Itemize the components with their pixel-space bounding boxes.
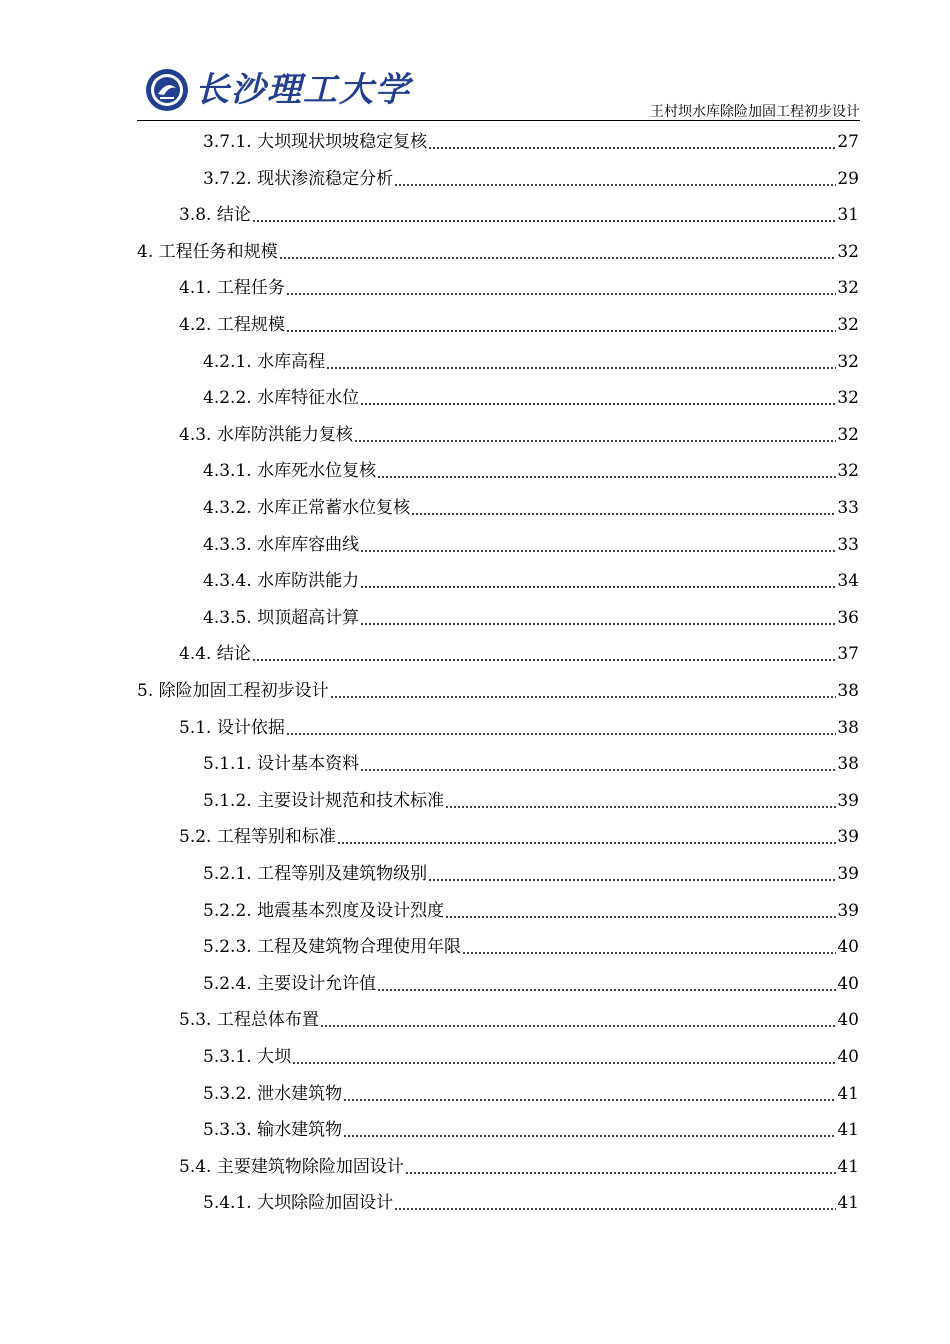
toc-page-number: 40	[837, 1010, 859, 1031]
toc-dot-leader	[360, 586, 836, 588]
toc-page-number: 32	[837, 388, 859, 409]
toc-dot-leader	[405, 1172, 837, 1174]
toc-dot-leader	[360, 403, 836, 405]
toc-dot-leader	[286, 733, 837, 735]
toc-dot-leader	[320, 1025, 837, 1027]
university-logo-text: 长沙理工大学	[195, 70, 411, 110]
toc-entry-label: 5.2.2. 地震基本烈度及设计烈度	[203, 900, 445, 921]
toc-entry[interactable]	[179, 710, 859, 746]
toc-entry-label: 5.1.2. 主要设计规范和技术标准	[203, 790, 445, 811]
toc-entry[interactable]	[203, 527, 859, 563]
toc-entry-label: 5.3.2. 泄水建筑物	[203, 1083, 343, 1104]
toc-entry[interactable]	[203, 161, 859, 197]
toc-entry[interactable]	[179, 636, 859, 672]
toc-entry[interactable]	[203, 893, 859, 929]
toc-entry[interactable]	[203, 783, 859, 819]
toc-entry[interactable]	[203, 1185, 859, 1221]
toc-page-number: 32	[837, 278, 859, 299]
toc-entry-label: 4.3.5. 坝顶超高计算	[203, 607, 360, 628]
toc-entry[interactable]	[137, 234, 859, 270]
toc-entry[interactable]	[179, 197, 859, 233]
toc-page-number: 38	[837, 717, 859, 738]
toc-entry-label: 4.4. 结论	[179, 644, 251, 665]
toc-entry[interactable]	[179, 1002, 859, 1038]
toc-page-number: 37	[837, 644, 859, 665]
toc-dot-leader	[360, 550, 836, 552]
toc-entry-label: 4.3.2. 水库正常蓄水位复核	[203, 498, 411, 518]
toc-entry-label: 5. 除险加固工程初步设计	[137, 681, 329, 701]
toc-page-number: 40	[837, 973, 859, 994]
toc-entry[interactable]	[203, 380, 859, 416]
toc-entry-label: 5.3.3. 输水建筑物	[203, 1120, 343, 1141]
toc-entry[interactable]	[203, 600, 859, 636]
toc-entry[interactable]	[179, 307, 859, 343]
toc-page-number: 31	[837, 205, 859, 226]
toc-entry-label: 4.2.2. 水库特征水位	[203, 388, 360, 409]
toc-dot-leader	[411, 513, 836, 515]
toc-entry-label: 3.7.2. 现状渗流稳定分析	[203, 168, 394, 189]
toc-entry-label: 5.1. 设计依据	[179, 717, 285, 738]
toc-page-number: 33	[837, 534, 859, 555]
toc-entry[interactable]	[203, 966, 859, 1002]
toc-entry[interactable]	[203, 344, 859, 380]
toc-entry[interactable]	[203, 563, 859, 599]
toc-dot-leader	[279, 257, 837, 259]
toc-entry[interactable]	[203, 1112, 859, 1148]
toc-page-number: 32	[837, 315, 859, 335]
toc-dot-leader	[394, 1208, 836, 1210]
toc-entry[interactable]	[203, 490, 859, 526]
toc-page-number: 32	[837, 424, 859, 445]
toc-entry-label: 5.2.3. 工程及建筑物合理使用年限	[203, 937, 462, 958]
toc-entry-label: 5.2.1. 工程等别及建筑物级别	[203, 864, 428, 884]
toc-dot-leader	[377, 476, 836, 478]
toc-entry[interactable]	[137, 673, 859, 709]
toc-dot-leader	[445, 806, 836, 808]
page-header	[137, 62, 860, 122]
toc-dot-leader	[360, 769, 836, 771]
toc-page-number: 34	[837, 571, 859, 592]
toc-dot-leader	[462, 952, 836, 954]
toc-entry[interactable]	[203, 124, 859, 160]
toc-entry-label: 4. 工程任务和规模	[137, 241, 278, 262]
toc-page-number: 41	[837, 1083, 859, 1104]
university-emblem-icon	[145, 68, 189, 112]
toc-page-number: 39	[837, 900, 859, 921]
toc-entry-label: 4.3. 水库防洪能力复核	[179, 424, 353, 445]
toc-dot-leader	[354, 440, 837, 442]
toc-page-number: 41	[837, 1156, 859, 1177]
toc-entry[interactable]	[203, 1039, 859, 1075]
toc-entry-label: 5.1.1. 设计基本资料	[203, 754, 360, 775]
toc-entry-label: 5.3. 工程总体布置	[179, 1010, 319, 1031]
toc-dot-leader	[445, 916, 836, 918]
toc-page-number: 27	[837, 132, 859, 152]
header-divider	[137, 120, 860, 121]
toc-entry-label: 4.3.1. 水库死水位复核	[203, 461, 377, 482]
toc-dot-leader	[252, 659, 837, 661]
toc-page-number: 32	[837, 461, 859, 482]
document-title: 王村坝水库除险加固工程初步设计	[650, 104, 860, 120]
toc-entry-label: 5.4.1. 大坝除险加固设计	[203, 1193, 394, 1214]
toc-page-number: 32	[837, 241, 859, 262]
toc-dot-leader	[377, 989, 836, 991]
toc-page-number: 39	[837, 864, 859, 884]
toc-dot-leader	[252, 220, 837, 222]
toc-page-number: 36	[837, 607, 859, 628]
toc-dot-leader	[337, 842, 837, 844]
toc-dot-leader	[326, 367, 836, 369]
toc-entry[interactable]	[179, 1149, 859, 1185]
toc-entry-label: 3.8. 结论	[179, 205, 251, 226]
toc-entry-label: 4.2. 工程规模	[179, 315, 285, 335]
toc-entry[interactable]	[203, 1076, 859, 1112]
toc-entry-label: 4.3.3. 水库库容曲线	[203, 534, 360, 555]
toc-page-number: 32	[837, 351, 859, 372]
toc-page-number: 39	[837, 790, 859, 811]
toc-dot-leader	[292, 1062, 836, 1064]
toc-entry[interactable]	[203, 856, 859, 892]
toc-entry[interactable]	[203, 746, 859, 782]
toc-page-number: 40	[837, 1047, 859, 1067]
toc-dot-leader	[330, 696, 837, 698]
toc-page-number: 41	[837, 1193, 859, 1214]
toc-entry[interactable]	[203, 929, 859, 965]
toc-entry-label: 3.7.1. 大坝现状坝坡稳定复核	[203, 132, 428, 152]
toc-dot-leader	[286, 293, 837, 295]
toc-entry[interactable]	[179, 417, 859, 453]
toc-page-number: 29	[837, 168, 859, 189]
toc-dot-leader	[360, 623, 836, 625]
toc-entry[interactable]	[179, 819, 859, 855]
toc-entry-label: 5.3.1. 大坝	[203, 1047, 292, 1067]
toc-dot-leader	[428, 147, 836, 149]
toc-dot-leader	[394, 184, 836, 186]
toc-entry-label: 5.2. 工程等别和标准	[179, 827, 336, 848]
toc-entry-label: 5.4. 主要建筑物除险加固设计	[179, 1156, 404, 1177]
toc-entry-label: 5.2.4. 主要设计允许值	[203, 973, 377, 994]
toc-entry-label: 4.2.1. 水库高程	[203, 351, 326, 372]
toc-page-number: 38	[837, 754, 859, 775]
toc-entry[interactable]	[203, 453, 859, 489]
toc-entry[interactable]	[179, 270, 859, 306]
toc-dot-leader	[428, 879, 836, 881]
toc-entry-label: 4.3.4. 水库防洪能力	[203, 571, 360, 592]
toc-dot-leader	[343, 1099, 836, 1101]
toc-dot-leader	[343, 1135, 836, 1137]
toc-page-number: 33	[837, 498, 859, 518]
toc-dot-leader	[286, 330, 837, 332]
toc-page-number: 40	[837, 937, 859, 958]
toc-entry-label: 4.1. 工程任务	[179, 278, 285, 299]
toc-page-number: 38	[837, 681, 859, 701]
toc-page-number: 39	[837, 827, 859, 848]
toc-page-number: 41	[837, 1120, 859, 1141]
